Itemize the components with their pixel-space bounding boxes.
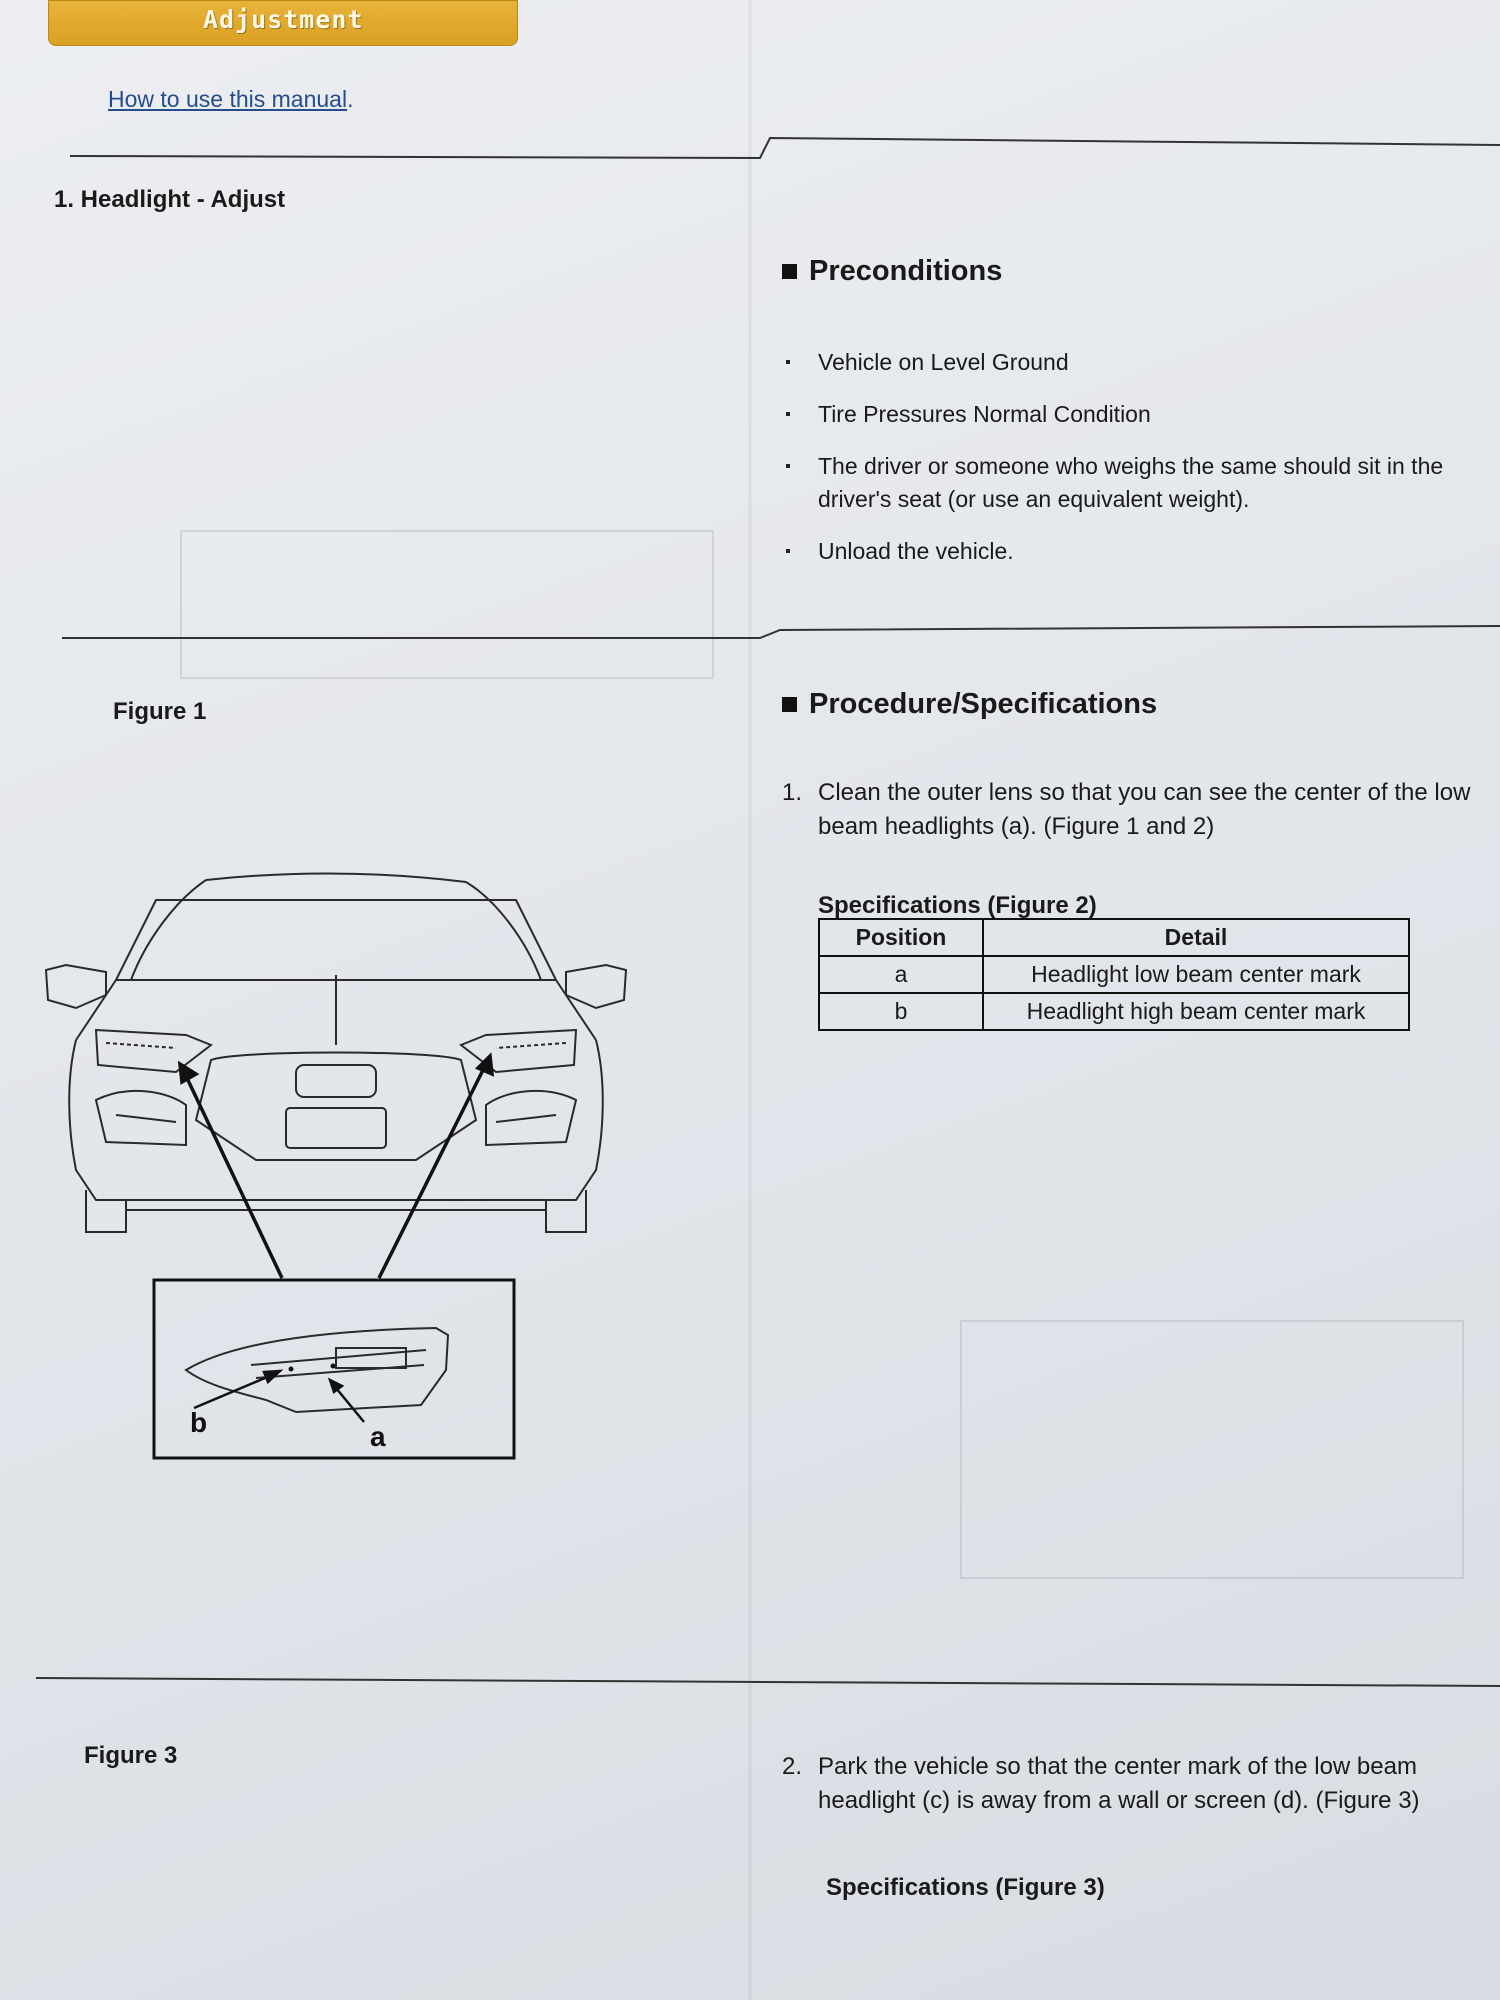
procedure-step-2 xyxy=(782,1750,1482,1818)
how-to-use-manual-link[interactable]: How to use this manual xyxy=(108,86,348,112)
spec-table xyxy=(818,918,1410,1031)
link-period: . xyxy=(347,86,354,112)
step-number: 2. xyxy=(782,1753,803,1780)
preconditions-heading-text: Preconditions xyxy=(809,255,1003,287)
table-header-row xyxy=(819,919,1409,956)
table-row xyxy=(819,956,1409,993)
list-item xyxy=(782,450,1462,516)
bullet-icon xyxy=(786,360,790,364)
table-cell: b xyxy=(819,993,983,1030)
table-row xyxy=(819,993,1409,1030)
column-header-detail: Detail xyxy=(983,919,1409,956)
list-item xyxy=(782,398,1462,431)
procedure-title: 1. Headlight - Adjust xyxy=(54,186,286,213)
bullet-icon xyxy=(786,464,790,468)
column-header-position: Position xyxy=(819,919,983,956)
preconditions-heading xyxy=(782,255,1002,288)
step-text: Park the vehicle so that the center mark of the low beam headlight (c) is away from a wall or screen (d). (Figure 3) xyxy=(818,1753,1420,1814)
bleed-through-figure xyxy=(960,1320,1464,1579)
section-square-icon xyxy=(782,697,797,712)
spec-figure3-title: Specifications (Figure 3) xyxy=(826,1874,1105,1901)
spec-table-title: Specifications (Figure 2) xyxy=(818,892,1097,919)
table-cell: Headlight high beam center mark xyxy=(983,993,1409,1030)
bullet-icon xyxy=(786,549,790,553)
section-square-icon xyxy=(782,264,797,279)
procedure-heading-text: Procedure/Specifications xyxy=(809,688,1158,720)
callout-b: b xyxy=(190,1407,208,1438)
procedure-heading xyxy=(782,688,1157,721)
figure-3-label: Figure 3 xyxy=(84,1742,178,1769)
table-cell: a xyxy=(819,956,983,993)
figure-1-label: Figure 1 xyxy=(113,698,207,725)
procedure-step-1 xyxy=(782,776,1472,844)
precondition-text: Tire Pressures Normal Condition xyxy=(818,401,1151,427)
list-item xyxy=(782,535,1462,568)
precondition-text: The driver or someone who weighs the same should sit in the driver's seat (or use an equivalent weight). xyxy=(818,453,1444,512)
table-cell: Headlight low beam center mark xyxy=(983,956,1409,993)
step-number: 1. xyxy=(782,779,803,806)
car-front-illustration xyxy=(36,860,636,1480)
callout-a: a xyxy=(370,1421,386,1452)
precondition-text: Unload the vehicle. xyxy=(818,538,1014,564)
bullet-icon xyxy=(786,412,790,416)
preconditions-list xyxy=(782,346,1462,587)
list-item xyxy=(782,346,1462,379)
precondition-text: Vehicle on Level Ground xyxy=(818,349,1069,375)
bleed-through-table xyxy=(180,530,714,679)
banner-label: Adjustment xyxy=(203,5,364,34)
step-text: Clean the outer lens so that you can see the center of the low beam headlights (a). (Figure 1 and 2) xyxy=(818,779,1471,840)
